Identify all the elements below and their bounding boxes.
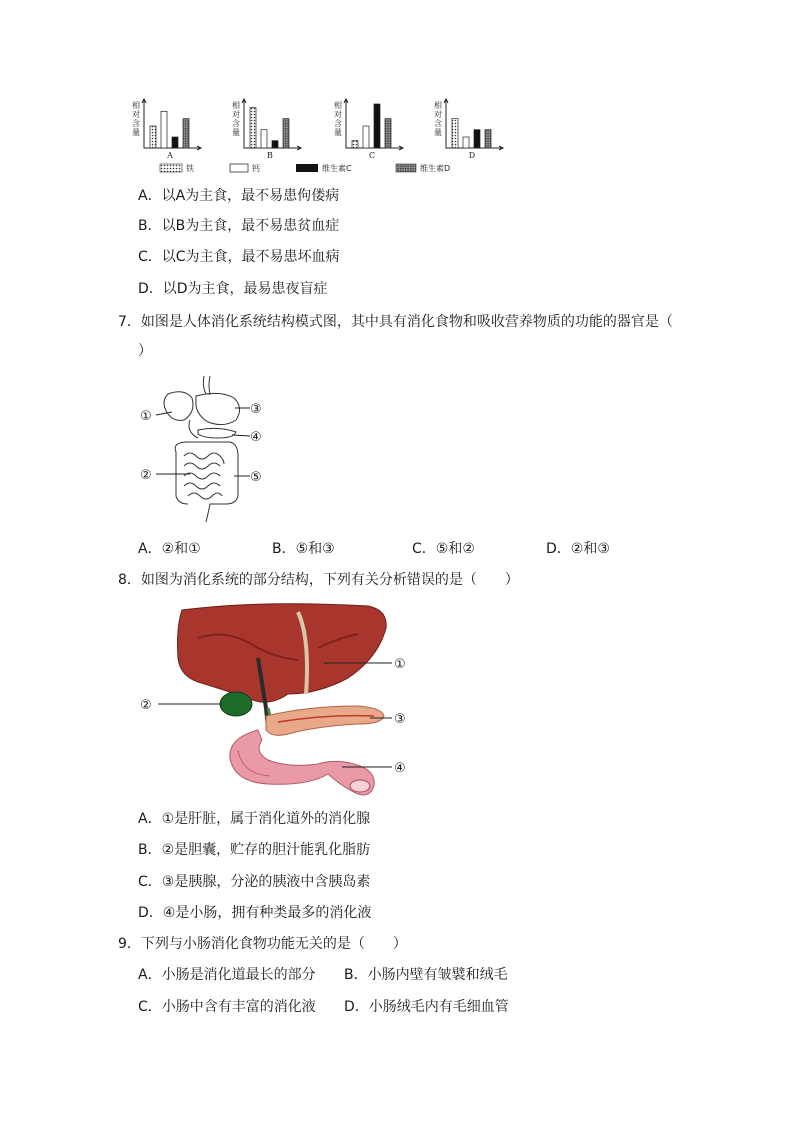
liver-label-2: ② <box>140 698 152 713</box>
bar-chart-d <box>434 99 503 160</box>
q7-option-d: D．②和③ <box>546 541 610 557</box>
bar-c-iron <box>352 141 358 148</box>
legend-label-calcium: 钙 <box>252 164 260 173</box>
diagram-label-4: ④ <box>250 430 262 445</box>
chart-xlabel: A <box>167 151 173 160</box>
bar-d-iron <box>452 119 458 148</box>
liver-label-4: ④ <box>394 761 406 776</box>
q7-stem-close: ） <box>138 343 152 359</box>
legend-swatch-vitamin-c <box>296 164 318 172</box>
bar-a-calcium <box>161 111 167 148</box>
q6-option-c: C．以C为主食，最不易患坏血病 <box>138 249 340 265</box>
bar-a-iron <box>150 126 156 148</box>
liver-pancreas-diagram <box>138 598 428 804</box>
chart-xlabel: B <box>267 151 273 160</box>
diagram-label-1: ① <box>140 409 152 424</box>
bar-a-vitamin-d <box>183 119 189 148</box>
q9-option-d: D．小肠绒毛内有毛细血管 <box>344 999 509 1015</box>
bar-c-vitamin-d <box>385 119 391 148</box>
q8-option-b: B．②是胆囊，贮存的胆汁能乳化脂肪 <box>138 842 371 858</box>
q6-option-a: A．以A为主食，最不易患佝偻病 <box>138 188 340 204</box>
chart-xlabel: C <box>368 151 376 160</box>
q7-option-c: C．⑤和② <box>412 541 475 557</box>
chart-xlabel: D <box>468 151 476 160</box>
digestive-system-diagram <box>138 372 278 524</box>
q6-legend <box>160 163 450 173</box>
q8-option-c: C．③是胰腺，分泌的胰液中含胰岛素 <box>138 874 371 890</box>
q9-option-c: C．小肠中含有丰富的消化液 <box>138 999 316 1015</box>
bar-d-vitamin-d <box>485 130 491 148</box>
q6-option-b: B．以B为主食，最不易患贫血症 <box>138 218 340 234</box>
q6-option-d: D．以D为主食，最易患夜盲症 <box>138 281 328 297</box>
q7-option-b: B．⑤和③ <box>272 541 335 557</box>
chart-ylabel: 相对含量 <box>232 101 240 137</box>
q8-option-d: D．④是小肠，拥有种类最多的消化液 <box>138 905 372 921</box>
bar-b-calcium <box>261 130 267 148</box>
bar-b-iron <box>250 108 256 148</box>
chart-ylabel: 相对含量 <box>132 101 140 137</box>
chart-ylabel: 相对含量 <box>334 101 342 137</box>
gallbladder-shape <box>220 692 252 716</box>
q7-option-a: A．②和① <box>138 541 201 557</box>
diagram-label-5: ⑤ <box>250 470 262 485</box>
q9-option-b: B．小肠内壁有皱襞和绒毛 <box>344 967 508 983</box>
legend-label-vitamin-d: 维生素D <box>420 164 451 173</box>
legend-swatch-calcium <box>230 164 248 172</box>
legend-label-iron: 铁 <box>186 164 194 173</box>
liver-label-3: ③ <box>394 712 406 727</box>
legend-swatch-iron <box>160 164 182 172</box>
q9-stem: 9．下列与小肠消化食物功能无关的是（ ） <box>118 936 407 952</box>
q8-option-a: A．①是肝脏，属于消化道外的消化腺 <box>138 811 371 827</box>
q8-stem: 8．如图为消化系统的部分结构，下列有关分析错误的是（ ） <box>118 572 519 588</box>
bar-d-calcium <box>463 137 469 148</box>
q9-option-a: A．小肠是消化道最长的部分 <box>138 967 316 983</box>
bar-chart-c <box>334 99 403 160</box>
chart-ylabel: 相对含量 <box>434 101 442 137</box>
legend-label-vitamin-c: 维生素C <box>322 164 352 173</box>
liver-shape <box>178 604 387 702</box>
q6-charts <box>130 98 530 176</box>
bar-d-vitamin-c <box>474 130 480 148</box>
diagram-label-2: ② <box>140 468 152 483</box>
bar-b-vitamin-c <box>272 141 278 148</box>
q7-stem: 7．如图是人体消化系统结构模式图，其中具有消化食物和吸收营养物质的功能的器官是（ <box>118 314 673 330</box>
liver-label-1: ① <box>394 657 406 672</box>
legend-swatch-vitamin-d <box>396 164 416 172</box>
bar-chart-a <box>132 99 201 160</box>
bar-c-vitamin-c <box>374 104 380 148</box>
bar-chart-b <box>232 99 301 160</box>
bar-a-vitamin-c <box>172 137 178 148</box>
bar-b-vitamin-d <box>283 119 289 148</box>
bar-c-calcium <box>363 126 369 148</box>
diagram-label-3: ③ <box>250 402 262 417</box>
